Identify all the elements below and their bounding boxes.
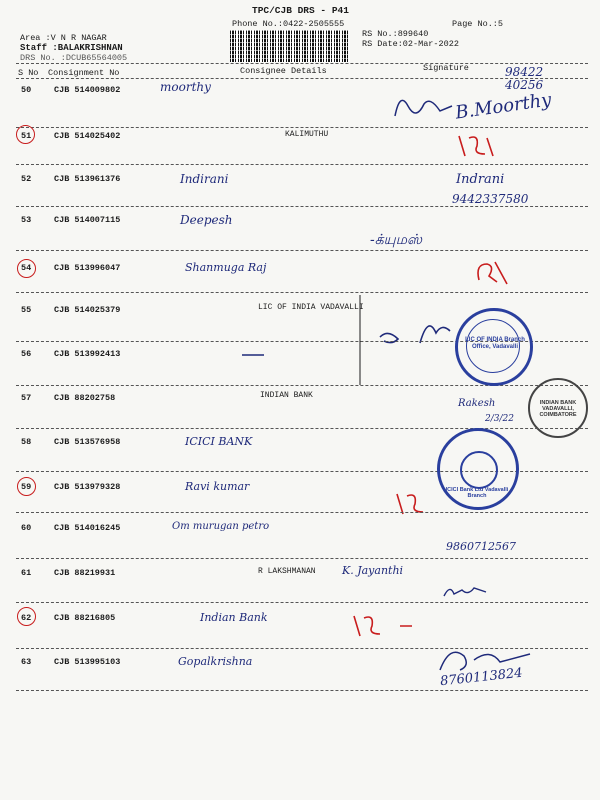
row-sno: 50: [21, 85, 32, 95]
row-sno: 54: [21, 263, 32, 273]
col-consignee-details: Consignee Details: [240, 66, 327, 76]
header-rule-bottom: [16, 78, 588, 79]
indian-bank-stamp: [528, 378, 588, 438]
row-rule: [16, 292, 588, 293]
consignee-details: INDIAN BANK: [260, 391, 313, 400]
row-consignment: CJB 513995103: [54, 657, 121, 667]
handwritten-name: Om murugan petro: [172, 521, 270, 532]
consignee-details: R LAKSHMANAN: [258, 567, 316, 576]
row-consignment: CJB 513996047: [54, 263, 121, 273]
row-consignment: CJB 88216805: [54, 613, 116, 623]
phone-note: 9860712567: [446, 540, 516, 553]
red-signature: [475, 258, 515, 288]
row-rule: [16, 428, 588, 429]
row-consignment: CJB 88202758: [54, 393, 116, 403]
row-consignment: CJB 514025379: [54, 305, 121, 315]
handwritten-name: Gopalkrishna: [178, 655, 253, 668]
handwritten-name: Deepesh: [180, 213, 233, 227]
row-consignment: CJB 513979328: [54, 482, 121, 492]
dash-mark: [240, 350, 270, 360]
row-sno: 53: [21, 215, 32, 225]
row-sno: 57: [21, 393, 32, 403]
row-rule: [16, 164, 588, 165]
row-rule: [16, 512, 588, 513]
handwritten-name: Indian Bank: [200, 611, 268, 624]
signature-scribble: [370, 305, 460, 355]
row-sno: 56: [21, 349, 32, 359]
signature: B.Moorthy: [454, 89, 553, 124]
row-consignment: CJB 513576958: [54, 437, 121, 447]
document-title: TPC/CJB DRS - P41: [252, 5, 349, 16]
row-sno: 52: [21, 174, 32, 184]
col-consignment: Consignment No: [48, 68, 120, 78]
phone-note: 98422 40256: [505, 65, 544, 92]
handwritten-name: Shanmuga Raj: [185, 261, 267, 274]
row-sno: 60: [21, 523, 32, 533]
row-consignment: CJB 88219931: [54, 568, 116, 578]
row-rule: [16, 602, 588, 603]
signature: Rakesh: [458, 398, 496, 409]
phone-note: 9442337580: [452, 192, 529, 206]
red-signature: [393, 490, 433, 520]
page-number: Page No.:5: [452, 19, 504, 29]
phone-note: 8760113824: [439, 665, 524, 690]
row-sno: 59: [21, 482, 32, 492]
signature-scribble: [440, 580, 500, 604]
icici-stamp: [437, 428, 519, 510]
row-consignment: CJB 514025402: [54, 131, 121, 141]
phone-number: Phone No.:0422-2505555: [232, 19, 345, 29]
consignee-details: LIC OF INDIA VADAVALLI: [258, 303, 364, 312]
rs-date: RS Date:02-Mar-2022: [362, 39, 459, 49]
signature: -க்யுமஸ்: [370, 232, 422, 248]
signature: Indrani: [456, 172, 505, 187]
area-label: Area :V N R NAGAR: [20, 33, 107, 43]
row-sno: 58: [21, 437, 32, 447]
header-rule-top: [16, 63, 588, 64]
handwritten-name: Indirani: [180, 172, 229, 186]
red-signature: [455, 132, 505, 162]
row-consignment: CJB 513992413: [54, 349, 121, 359]
row-consignment: CJB 514007115: [54, 215, 121, 225]
handwritten-name: Ravi kumar: [185, 480, 250, 493]
row-consignment: CJB 514016245: [54, 523, 121, 533]
row-sno: 61: [21, 568, 32, 578]
staff-label: Staff :BALAKRISHNAN: [20, 43, 123, 53]
icici-stamp-text: ICICI Bank Ltd Vadavalli Branch: [445, 487, 509, 499]
date-note: 2/3/22: [485, 414, 514, 424]
row-rule: [16, 558, 588, 559]
row-consignment: CJB 514009802: [54, 85, 121, 95]
col-signature: Signature: [423, 63, 469, 73]
row-rule: [16, 385, 588, 386]
red-signature: [350, 612, 430, 642]
row-rule: [16, 250, 588, 251]
consignee-details: KALIMUTHU: [285, 130, 329, 139]
rs-number: RS No.:899640: [362, 29, 429, 39]
barcode-overlay: [230, 30, 350, 62]
row-sno: 63: [21, 657, 32, 667]
row-sno: 55: [21, 305, 32, 315]
indian-bank-stamp-text: INDIAN BANK VADAVALLI, COIMBATORE: [539, 400, 577, 418]
handwritten-name: K. Jayanthi: [342, 564, 404, 577]
handwritten-name: moorthy: [160, 80, 211, 94]
drs-number: DRS No. :DCUB65564005: [20, 53, 128, 63]
handwritten-name: ICICI BANK: [185, 435, 253, 448]
row-sno: 51: [21, 131, 32, 141]
row-rule: [16, 206, 588, 207]
lic-stamp-text: LIC OF INDIA Branch Office, Vadavalli: [465, 337, 525, 350]
row-sno: 62: [21, 613, 32, 623]
row-rule: [16, 127, 588, 128]
col-sno: S No: [18, 68, 39, 78]
signature-scribble: [390, 86, 470, 126]
row-consignment: CJB 513961376: [54, 174, 121, 184]
lic-office-stamp: [455, 308, 533, 386]
row-rule: [16, 690, 588, 691]
